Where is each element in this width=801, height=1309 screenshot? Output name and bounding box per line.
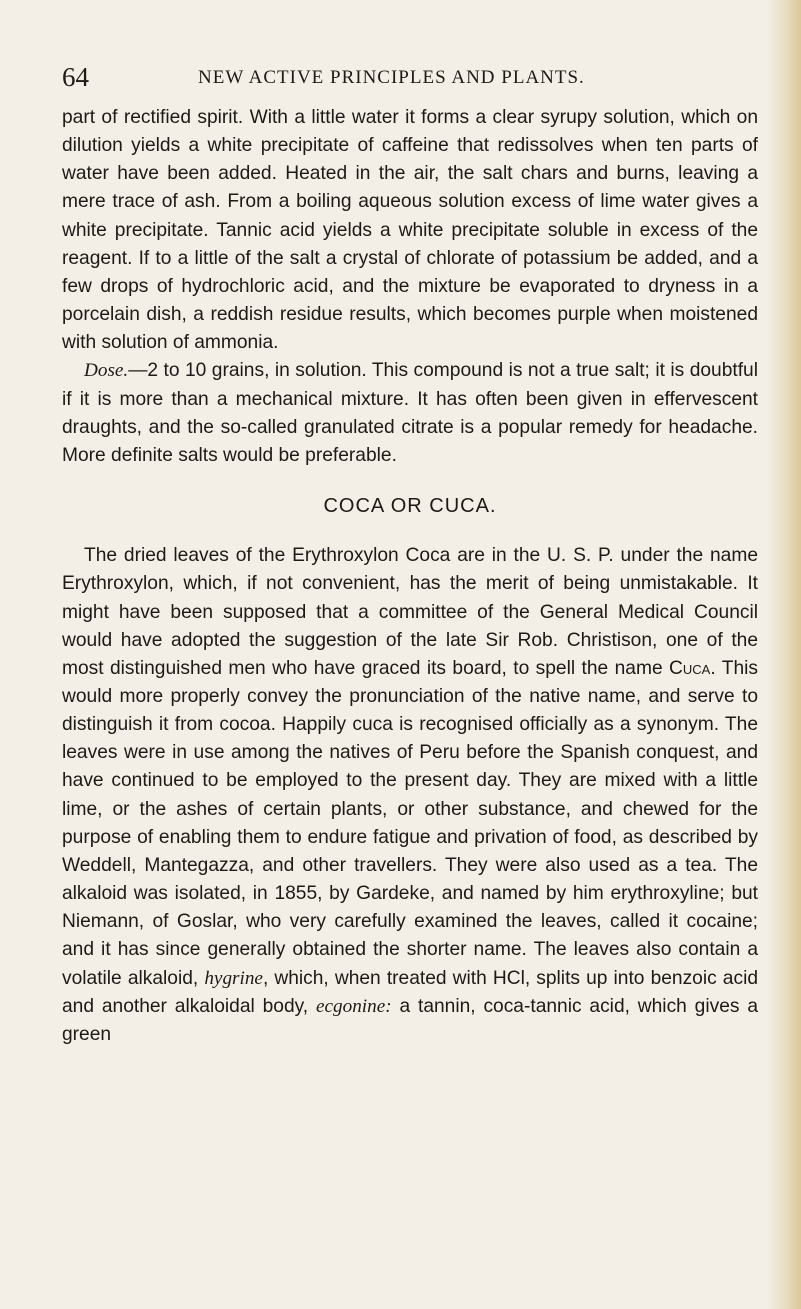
- coca-text-part4: a tannin, coca-tannic acid, which gives a green: [62, 995, 758, 1045]
- hygrine-term: hygrine: [204, 967, 263, 989]
- dose-text: —2 to 10 grains, in solution. This compound is not a true salt; it is doubtful if it is more than a mechanical mixture. It has often been given in effervescent draughts, and the so-called granulated citrate is a popular remedy for headache. More definite salts would be preferable.: [62, 360, 758, 466]
- cuca-name: Cuca: [669, 657, 711, 679]
- dose-label: Dose.: [84, 360, 129, 382]
- page-edge-shading: [767, 0, 801, 1309]
- ecgonine-term: ecgonine:: [315, 995, 392, 1017]
- paragraph-coca: [62, 542, 758, 1049]
- paragraph-caffeine-tests: part of rectified spirit. With a little water it forms a clear syrupy solution, which on dilution yields a white precipitate of caffeine that redissolves when ten parts of water have been added. Heated in the air, the salt chars and burns, leaving a mere trace of ash. From a boiling aqueous solution excess of lime water gives a white precipitate. Tannic acid yields a white precipitate soluble in excess of the reagent. If to a little of the salt a crystal of chlorate of potassium be added, and a few drops of hydrochloric acid, and the mixture be evaporated to dryness in a porcelain dish, a reddish residue results, which becomes purple when moistened with solution of ammonia.: [62, 107, 758, 354]
- page-header: [62, 62, 758, 92]
- page-number: 64: [62, 62, 89, 92]
- paragraph-dose: [62, 357, 758, 470]
- coca-text-part3: , which, when treated with HCl, splits up into benzoic acid and another alkaloidal body,: [62, 967, 758, 1017]
- page-body: [62, 104, 758, 1049]
- running-head: NEW ACTIVE PRINCIPLES AND PLANTS.: [198, 67, 585, 88]
- coca-text-part2: . This would more properly convey the pronunciation of the native name, and serve to distinguish it from cocoa. Happily cuca is recognised officially as a synonym. The leaves were in use among the natives of Peru before the Spanish conquest, and have continued to be employed to the present day. They are mixed with a little lime, or the ashes of certain plants, or other substance, and chewed for the purpose of enabling them to endure fatigue and privation of food, as described by Weddell, Mantegazza, and other travellers. They were also used as a tea. The alkaloid was isolated, in 1855, by Gardeke, and named by him erythroxyline; but Niemann, of Goslar, who very carefully examined the leaves, called it cocaine; and it has since generally obtained the shorter name. The leaves also contain a volatile alkaloid,: [62, 657, 758, 989]
- coca-text-part1: The dried leaves of the Erythroxylon Coca are in the U. S. P. under the name Erythroxylon, which, if not convenient, has the merit of being unmistakable. It might have been supposed that a committee of the General Medical Council would have adopted the suggestion of the late Sir Rob. Christison, one of the most distinguished men who have graced its board, to spell the name: [62, 545, 758, 679]
- section-heading-coca: COCA OR CUCA.: [323, 495, 497, 518]
